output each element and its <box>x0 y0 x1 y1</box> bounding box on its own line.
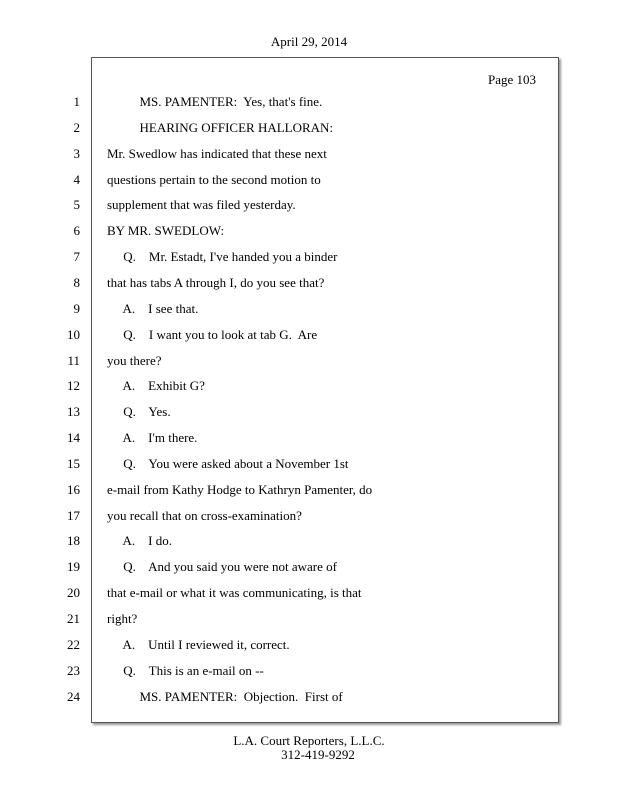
line-number: 17 <box>67 508 80 523</box>
transcript-line: HEARING OFFICER HALLORAN: <box>107 120 334 135</box>
line-number: 2 <box>73 120 80 135</box>
transcript-line: A. Until I reviewed it, correct. <box>107 637 290 652</box>
transcript-line: Q. I want you to look at tab G. Are <box>107 327 318 342</box>
line-number: 6 <box>73 223 80 238</box>
line-number: 13 <box>67 404 80 419</box>
header-date: April 29, 2014 <box>270 34 348 49</box>
footer-phone: 312-419-9292 <box>281 747 355 762</box>
transcript-line: Q. Yes. <box>107 404 171 419</box>
page-number: Page 103 <box>487 72 536 87</box>
line-number: 10 <box>67 327 80 342</box>
line-number: 19 <box>67 559 80 574</box>
transcript-line: Q. This is an e-mail on -- <box>107 663 264 678</box>
transcript-line: BY MR. SWEDLOW: <box>107 223 225 238</box>
line-number: 20 <box>67 585 80 600</box>
transcript-line: that has tabs A through I, do you see that? <box>107 275 325 290</box>
line-number: 1 <box>73 94 80 109</box>
line-number: 21 <box>67 611 80 626</box>
transcript-line: right? <box>107 611 138 626</box>
transcript-line: you there? <box>107 353 162 368</box>
line-number: 22 <box>67 637 80 652</box>
transcript-line: questions pertain to the second motion to <box>107 172 321 187</box>
transcript-line: supplement that was filed yesterday. <box>107 197 296 212</box>
transcript-line: Q. You were asked about a November 1st <box>107 456 349 471</box>
line-number: 11 <box>67 353 80 368</box>
transcript-line: MS. PAMENTER: Yes, that's fine. <box>107 94 323 109</box>
transcript-line: Q. Mr. Estadt, I've handed you a binder <box>107 249 338 264</box>
line-number: 12 <box>67 378 80 393</box>
transcript-line: MS. PAMENTER: Objection. First of <box>107 689 343 704</box>
transcript-line: you recall that on cross-examination? <box>107 508 302 523</box>
line-number: 24 <box>67 689 80 704</box>
line-number: 15 <box>67 456 80 471</box>
line-number: 5 <box>73 197 80 212</box>
line-number: 18 <box>67 533 80 548</box>
transcript-line: A. I do. <box>107 533 172 548</box>
line-number: 8 <box>73 275 80 290</box>
transcript-line: that e-mail or what it was communicating, is that <box>107 585 362 600</box>
transcript-line: A. I'm there. <box>107 430 198 445</box>
transcript-line: Mr. Swedlow has indicated that these next <box>107 146 327 161</box>
transcript-line: Q. And you said you were not aware of <box>107 559 337 574</box>
transcript-line: e-mail from Kathy Hodge to Kathryn Pamenter, do <box>107 482 373 497</box>
line-number: 16 <box>67 482 80 497</box>
transcript-line: A. Exhibit G? <box>107 378 205 393</box>
line-number: 14 <box>67 430 80 445</box>
line-number: 4 <box>73 172 80 187</box>
line-number: 7 <box>73 249 80 264</box>
transcript-line: A. I see that. <box>107 301 199 316</box>
line-number: 3 <box>73 146 80 161</box>
footer-company: L.A. Court Reporters, L.L.C. <box>233 733 385 748</box>
line-number: 23 <box>67 663 80 678</box>
line-number: 9 <box>73 301 80 316</box>
